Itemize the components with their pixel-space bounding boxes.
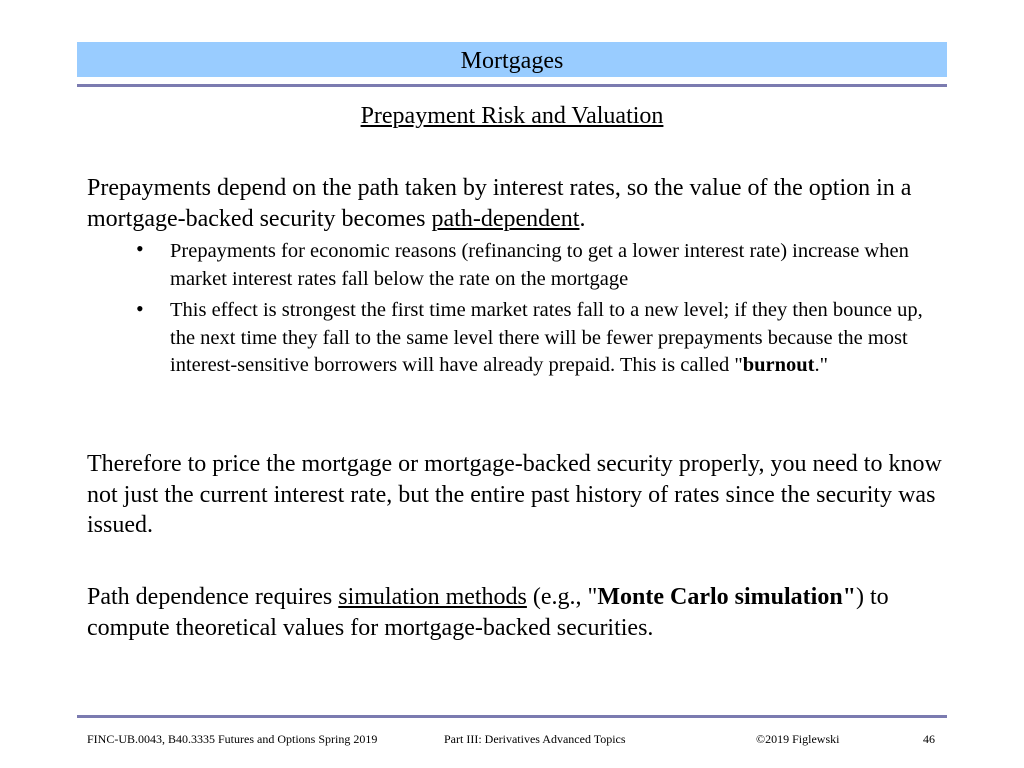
path-dependent-term: path-dependent (431, 205, 580, 232)
bullet-burnout (170, 297, 950, 380)
bottom-divider (77, 715, 947, 718)
paragraph-text-end: ) to compute theoretical values for mortgage-backed securities. (87, 584, 889, 641)
simulation-methods-term: simulation methods (338, 584, 527, 610)
slide-title: Mortgages (460, 48, 564, 74)
page-number: 46 (923, 732, 935, 746)
paragraph-text-end: . (579, 205, 586, 232)
slide-subtitle: Prepayment Risk and Valuation (360, 103, 664, 129)
bullet-economic-reasons: Prepayments for economic reasons (refinancing to get a lower interest rate) increase when market interest rates fall below the rate on the mortgage (170, 240, 909, 290)
bullet-icon: • (136, 236, 144, 261)
paragraph-path-dependence (87, 173, 947, 234)
paragraph-simulation (87, 582, 947, 643)
paragraph-text-mid: (e.g., " (526, 584, 598, 610)
paragraph-text: Prepayments depend on the path taken by interest rates, so the value of the option in a mortgage-backed security becomes (87, 175, 912, 232)
paragraph-text: Path dependence requires (87, 584, 339, 610)
bullet-text-end: ." (814, 354, 828, 376)
bullet-icon: • (136, 296, 144, 321)
footer-part: Part III: Derivatives Advanced Topics (444, 732, 626, 746)
burnout-term: burnout (742, 354, 815, 376)
monte-carlo-term: Monte Carlo simulation" (597, 584, 857, 610)
footer-course: FINC-UB.0043, B40.3335 Futures and Options Spring 2019 (87, 732, 378, 746)
top-divider (77, 84, 947, 87)
footer-copyright: ©2019 Figlewski (756, 732, 840, 746)
paragraph-pricing: Therefore to price the mortgage or mortgage-backed security properly, you need to know not just the current interest rate, but the entire past history of rates since the security was issued. (87, 451, 942, 538)
bullet-text: This effect is strongest the first time market rates fall to a new level; if they then bounce up, the next time they fall to the same level there will be fewer prepayments because the most interest-sensitive borrowers will have already prepaid. This is called " (170, 299, 923, 376)
